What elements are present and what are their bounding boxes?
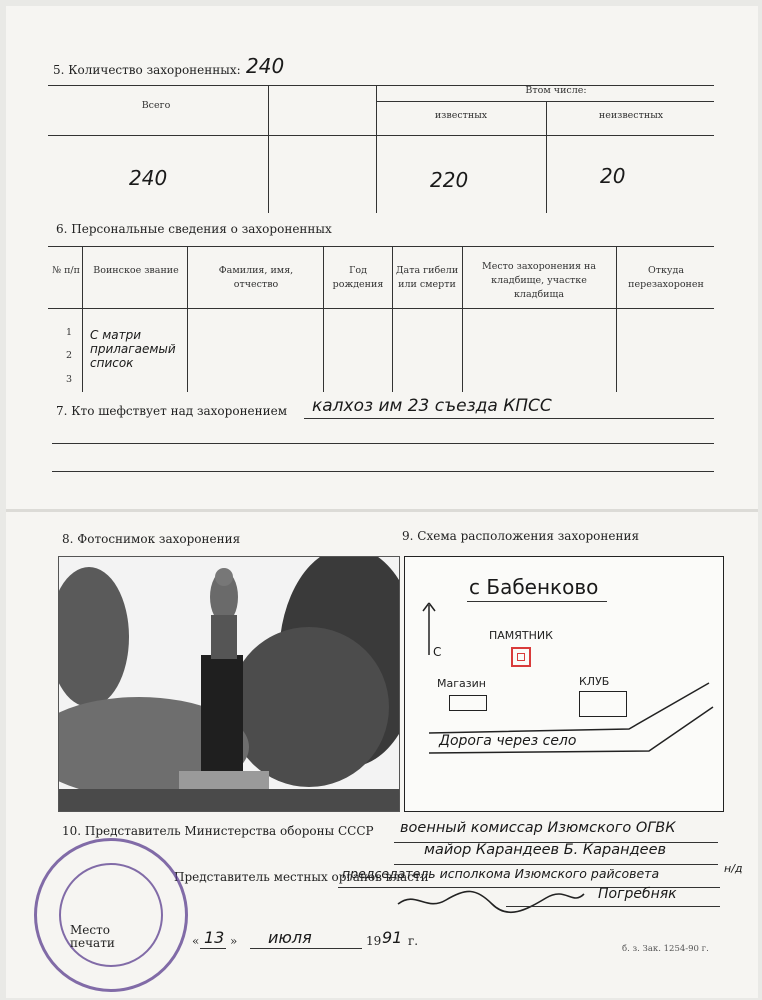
mod-line1: военный комиссар Изюмского ОГВК	[400, 820, 676, 836]
note-line: прилагаемый	[90, 342, 176, 356]
table6-vline	[82, 246, 83, 392]
table5-vline	[546, 101, 547, 213]
road-lines	[405, 557, 723, 811]
col-including-header: Втом числе:	[525, 85, 587, 96]
section9-label: 9. Схема расположения захоронения	[402, 529, 640, 543]
mod-line2: майор Карандеев Б. Карандеев	[424, 842, 667, 858]
header-from: Откуда перезахоронен	[628, 265, 704, 290]
date-quote-open: «	[192, 934, 200, 948]
header-rank: Воинское звание	[93, 265, 179, 276]
table5-vline	[376, 85, 377, 213]
table5-header-bottom	[48, 135, 714, 136]
date-year-suffix: 91	[382, 928, 403, 947]
section10-label: 10. Представитель Министерства обороны СССР	[62, 824, 374, 838]
section7-label: 7. Кто шефствует над захоронением	[56, 404, 288, 418]
table6-top	[48, 246, 714, 247]
section7-line	[52, 443, 714, 444]
local-authority-label: Представитель местных органов власти	[174, 870, 429, 884]
header-birth: Год рождения	[332, 265, 384, 290]
mod-underline	[394, 864, 718, 865]
note-line: список	[90, 356, 134, 370]
table6-vline	[616, 246, 617, 392]
section7-value: калхоз им 23 съезда КПСС	[312, 396, 552, 416]
row-number: 3	[65, 374, 73, 385]
local-authority-value: председатель исполкома Изюмского райсовета	[342, 866, 660, 881]
header-name: Фамилия, имя, отчество	[218, 265, 294, 290]
total-value: 240	[129, 166, 168, 190]
memorial-photo-image	[59, 557, 399, 811]
unknown-value: 20	[600, 164, 626, 188]
table6-vline	[462, 246, 463, 392]
table5-line	[376, 101, 714, 102]
date-g: г.	[408, 934, 419, 948]
col-total-header: Всего	[141, 100, 171, 111]
stamp-place-label: Место печати	[70, 923, 115, 950]
table6-vline	[323, 246, 324, 392]
table5-vline	[268, 85, 269, 213]
date-quote-close: »	[230, 934, 238, 948]
note-line: С матри	[90, 328, 142, 342]
official-stamp	[34, 838, 188, 992]
monument-label: ПАМЯТНИК	[489, 629, 553, 642]
known-value: 220	[430, 168, 469, 192]
section8-label: 8. Фотоснимок захоронения	[62, 532, 241, 546]
table6-vline	[187, 246, 188, 392]
section5-label: 5. Количество захороненных:	[53, 63, 241, 77]
month-underline	[250, 948, 362, 949]
header-place: Место захоронения на кладбище, участке кладбища	[481, 261, 596, 300]
section5-value: 240	[246, 54, 285, 78]
north-label: С	[433, 645, 442, 659]
signature	[396, 886, 586, 916]
col-unknown-header: неизвестных	[598, 110, 664, 121]
date-month: июля	[268, 928, 312, 947]
road-label: Дорога через село	[439, 733, 577, 749]
col-known-header: известных	[434, 110, 488, 121]
date-year-prefix: 19	[366, 934, 382, 948]
header-death: Дата гибели или смерти	[395, 265, 459, 290]
local-authority-name: Погребняк	[598, 886, 677, 902]
name-underline	[506, 906, 720, 907]
table6-vline	[392, 246, 393, 392]
memorial-photo	[58, 556, 400, 812]
row-number: 2	[65, 350, 73, 361]
table6-header-bottom	[48, 308, 714, 309]
fold-line	[6, 509, 758, 512]
header-num: № п/п	[52, 265, 80, 276]
shop-label: Магазин	[437, 677, 486, 690]
location-scheme	[404, 556, 724, 812]
club-label: КЛУБ	[579, 675, 610, 688]
row-number: 1	[65, 327, 73, 338]
section7-line	[304, 418, 714, 419]
village-name: с Бабенково	[469, 575, 599, 599]
day-underline	[200, 948, 226, 949]
section7-line	[52, 471, 714, 472]
section6-label: 6. Персональные сведения о захороненных	[56, 222, 332, 236]
date-day: 13	[204, 928, 225, 947]
document-sheet	[6, 6, 758, 998]
local-authority-suffix: н/д	[724, 862, 743, 875]
print-note: б. з. Зак. 1254-90 г.	[622, 944, 709, 954]
